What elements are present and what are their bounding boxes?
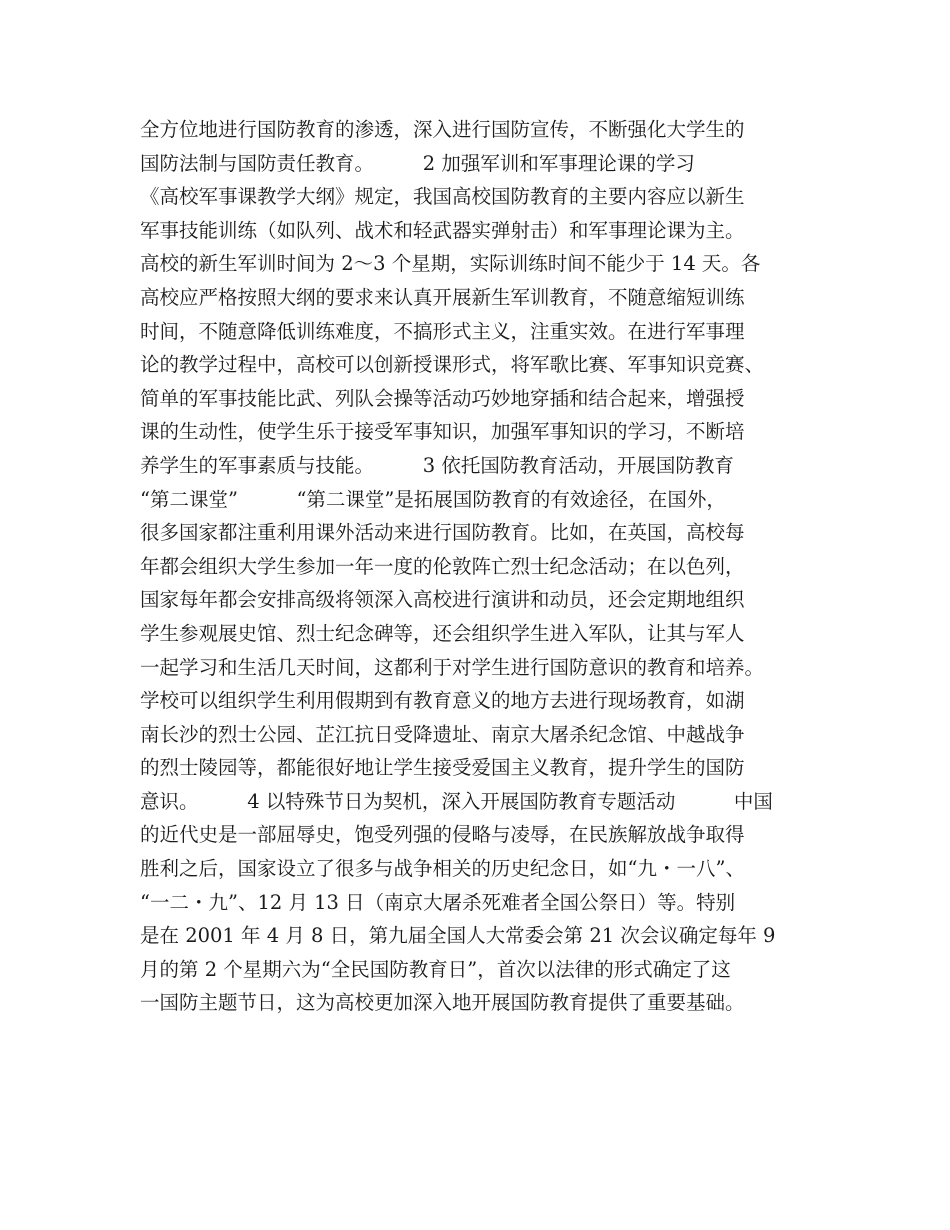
text-line: 高校的新生军训时间为 2～3 个星期，实际训练时间不能少于 14 天。各	[140, 252, 761, 276]
text-line: 月的第 2 个星期六为“全民国防教育日”，首次以法律的形式确定了这	[140, 957, 731, 981]
text-line: 高校应严格按照大纲的要求来认真开展新生军训教育，不随意缩短训练	[140, 285, 745, 309]
text-line: 意识。 4 以特殊节日为契机，深入开展国防教育专题活动 中国	[140, 789, 773, 813]
text-line: 年都会组织大学生参加一年一度的伦敦阵亡烈士纪念活动；在以色列，	[140, 554, 745, 578]
text-line: 是在 2001 年 4 月 8 日，第九届全国人大常委会第 21 次会议确定每年 9	[140, 924, 776, 948]
text-line: 全方位地进行国防教育的渗透，深入进行国防宣传，不断强化大学生的	[140, 118, 745, 141]
text-line: 课的生动性，使学生乐于接受军事知识，加强军事知识的学习，不断培	[140, 420, 745, 444]
text-line: 很多国家都注重利用课外活动来进行国防教育。比如，在英国，高校每	[140, 521, 745, 545]
text-line: 《高校军事课教学大纲》规定，我国高校国防教育的主要内容应以新生	[140, 185, 745, 209]
text-line: 军事技能训练（如队列、战术和轻武器实弹射击）和军事理论课为主。	[140, 218, 745, 242]
text-line: 的近代史是一部屈辱史，饱受列强的侵略与凌辱，在民族解放战争取得	[140, 823, 745, 847]
text-line: 的烈士陵园等，都能很好地让学生接受爱国主义教育，提升学生的国防	[140, 756, 745, 780]
text-line: 简单的军事技能比武、列队会操等活动巧妙地穿插和结合起来，增强授	[140, 386, 745, 410]
text-line: 一国防主题节日，这为高校更加深入地开展国防教育提供了重要基础。	[140, 991, 745, 1015]
text-line: 胜利之后，国家设立了很多与战争相关的历史纪念日，如“九・一八”、	[140, 857, 745, 881]
text-line: 国防法制与国防责任教育。 2 加强军训和军事理论课的学习	[140, 151, 695, 175]
text-line: 国家每年都会安排高级将领深入高校进行演讲和动员，还会定期地组织	[140, 588, 745, 612]
text-line: 时间，不随意降低训练难度，不搞形式主义，注重实效。在进行军事理	[140, 319, 745, 343]
body-paragraph	[140, 113, 830, 1020]
text-line: 一起学习和生活几天时间，这都利于对学生进行国防意识的教育和培养。	[140, 655, 765, 679]
text-line: 学生参观展史馆、烈士纪念碑等，还会组织学生进入军队，让其与军人	[140, 621, 745, 645]
text-line: “第二课堂” “第二课堂”是拓展国防教育的有效途径，在国外，	[140, 487, 726, 511]
text-line: 论的教学过程中，高校可以创新授课形式，将军歌比赛、军事知识竞赛、	[140, 353, 765, 377]
text-line: 学校可以组织学生利用假期到有教育意义的地方去进行现场教育，如湖	[140, 689, 745, 713]
text-line: 南长沙的烈士公园、芷江抗日受降遗址、南京大屠杀纪念馆、中越战争	[140, 722, 745, 746]
text-line: “一二・九”、12 月 13 日（南京大屠杀死难者全国公祭日）等。特别	[140, 890, 736, 914]
text-line: 养学生的军事素质与技能。 3 依托国防教育活动，开展国防教育	[140, 453, 734, 477]
